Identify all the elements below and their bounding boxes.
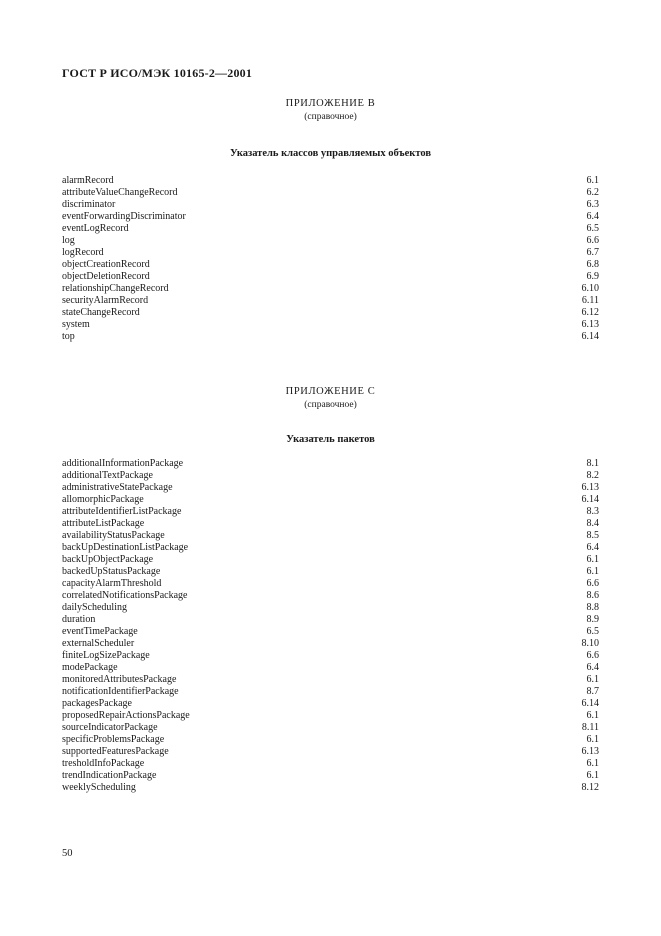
index-entry-ref: 6.11 [581,295,599,306]
index-entry-ref: 6.1 [586,710,599,721]
index-entry-name: finiteLogSizePackage [62,650,150,661]
index-entry-name: system [62,319,90,330]
index-entry [62,175,599,187]
index-entry-name: attributeValueChangeRecord [62,187,178,198]
index-entry-ref: 6.10 [581,283,599,294]
appendix-b-heading: Указатель классов управляемых объектов [230,148,431,159]
index-entry-name: discriminator [62,199,116,210]
index-entry-name: objectDeletionRecord [62,271,150,282]
index-entry [62,307,599,319]
index-entry-ref: 6.4 [586,542,599,553]
index-entry-ref: 6.13 [581,482,599,493]
index-entry-ref: 6.1 [586,758,599,769]
index-entry [62,199,599,211]
index-entry-name: additionalInformationPackage [62,458,184,469]
index-entry-name: eventForwardingDiscriminator [62,211,186,222]
managed-object-classes-index [62,175,599,343]
index-entry-ref: 6.14 [581,698,599,709]
index-entry-name: tresholdInfoPackage [62,758,145,769]
index-entry [62,235,599,247]
packages-index [62,458,599,794]
index-entry-name: availabilityStatusPackage [62,530,165,541]
appendix-c-heading: Указатель пакетов [286,434,375,445]
index-entry [62,494,599,506]
index-entry [62,482,599,494]
index-entry-ref: 6.1 [586,175,599,186]
index-entry-name: duration [62,614,96,625]
index-entry [62,187,599,199]
index-entry-ref: 6.4 [586,211,599,222]
index-entry [62,698,599,710]
index-entry-name: weeklyScheduling [62,782,136,793]
index-entry [62,331,599,343]
index-entry-name: securityAlarmRecord [62,295,149,306]
index-entry-name: packagesPackage [62,698,132,709]
index-entry [62,542,599,554]
index-entry-ref: 6.7 [586,247,599,258]
index-entry-name: capacityAlarmThreshold [62,578,162,589]
index-entry-ref: 6.14 [581,331,599,342]
index-entry-ref: 8.6 [586,590,599,601]
index-entry [62,566,599,578]
index-entry [62,530,599,542]
index-entry [62,710,599,722]
index-entry-name: correlatedNotificationsPackage [62,590,188,601]
index-entry-name: eventLogRecord [62,223,129,234]
appendix-b-title: ПРИЛОЖЕНИЕ В [285,98,376,109]
index-entry-name: modePackage [62,662,118,673]
index-entry-ref: 6.1 [586,734,599,745]
index-entry-ref: 6.1 [586,566,599,577]
index-entry [62,295,599,307]
index-entry-name: backUpObjectPackage [62,554,154,565]
index-entry-name: relationshipChangeRecord [62,283,169,294]
index-entry [62,578,599,590]
index-entry-name: additionalTextPackage [62,470,153,481]
appendix-c-title: ПРИЛОЖЕНИЕ С [285,386,376,397]
index-entry-ref: 6.6 [586,650,599,661]
index-entry [62,626,599,638]
index-entry-ref: 6.8 [586,259,599,270]
index-entry-ref: 6.9 [586,271,599,282]
index-entry-ref: 6.1 [586,674,599,685]
index-entry-name: objectCreationRecord [62,259,150,270]
index-entry [62,686,599,698]
index-entry-ref: 6.2 [586,187,599,198]
index-entry-ref: 8.3 [586,506,599,517]
index-entry-name: log [62,235,75,246]
index-entry-name: backedUpStatusPackage [62,566,161,577]
index-entry-ref: 6.12 [581,307,599,318]
index-entry-name: trendIndicationPackage [62,770,157,781]
index-entry-name: supportedFeaturesPackage [62,746,169,757]
index-entry-ref: 6.5 [586,223,599,234]
index-entry-name: backUpDestinationListPackage [62,542,189,553]
index-entry [62,590,599,602]
index-entry [62,319,599,331]
index-entry-ref: 8.1 [586,458,599,469]
index-entry-ref: 8.7 [586,686,599,697]
index-entry [62,470,599,482]
index-entry [62,746,599,758]
index-entry-ref: 6.6 [586,235,599,246]
index-entry-name: attributeIdentifierListPackage [62,506,182,517]
index-entry [62,283,599,295]
index-entry [62,758,599,770]
index-entry-name: alarmRecord [62,175,114,186]
index-entry-ref: 8.11 [581,722,599,733]
index-entry-ref: 6.14 [581,494,599,505]
index-entry-ref: 6.13 [581,746,599,757]
index-entry-name: stateChangeRecord [62,307,140,318]
index-entry [62,458,599,470]
index-entry [62,602,599,614]
index-entry [62,506,599,518]
appendix-b-subtitle: (справочное) [304,112,357,122]
index-entry-ref: 8.9 [586,614,599,625]
index-entry-name: proposedRepairActionsPackage [62,710,190,721]
index-entry [62,770,599,782]
index-entry [62,614,599,626]
index-entry [62,554,599,566]
index-entry-name: top [62,331,75,342]
index-entry-name: dailyScheduling [62,602,127,613]
index-entry-ref: 6.1 [586,554,599,565]
index-entry-name: administrativeStatePackage [62,482,173,493]
index-entry-name: monitoredAttributesPackage [62,674,177,685]
index-entry [62,650,599,662]
index-entry [62,722,599,734]
index-entry-name: logRecord [62,247,104,258]
index-entry-ref: 8.12 [581,782,599,793]
index-entry [62,271,599,283]
index-entry [62,662,599,674]
index-entry-ref: 8.5 [586,530,599,541]
index-entry-ref: 6.5 [586,626,599,637]
index-entry-ref: 6.13 [581,319,599,330]
index-entry-ref: 6.3 [586,199,599,210]
index-entry-ref: 8.2 [586,470,599,481]
index-entry [62,223,599,235]
index-entry-ref: 8.4 [586,518,599,529]
index-entry [62,518,599,530]
index-entry-ref: 8.8 [586,602,599,613]
index-entry-ref: 6.6 [586,578,599,589]
index-entry-name: allomorphicPackage [62,494,144,505]
index-entry-ref: 8.10 [581,638,599,649]
index-entry-name: sourceIndicatorPackage [62,722,158,733]
document-standard-header: ГОСТ Р ИСО/МЭК 10165-2—2001 [62,66,253,80]
index-entry [62,211,599,223]
appendix-c-subtitle: (справочное) [304,400,357,410]
index-entry [62,638,599,650]
index-entry-name: eventTimePackage [62,626,138,637]
index-entry [62,782,599,794]
index-entry [62,734,599,746]
index-entry [62,247,599,259]
index-entry-name: externalScheduler [62,638,135,649]
index-entry-ref: 6.4 [586,662,599,673]
index-entry-ref: 6.1 [586,770,599,781]
index-entry-name: attributeListPackage [62,518,145,529]
index-entry [62,259,599,271]
index-entry-name: specificProblemsPackage [62,734,165,745]
page-number: 50 [62,848,73,859]
index-entry [62,674,599,686]
index-entry-name: notificationIdentifierPackage [62,686,179,697]
